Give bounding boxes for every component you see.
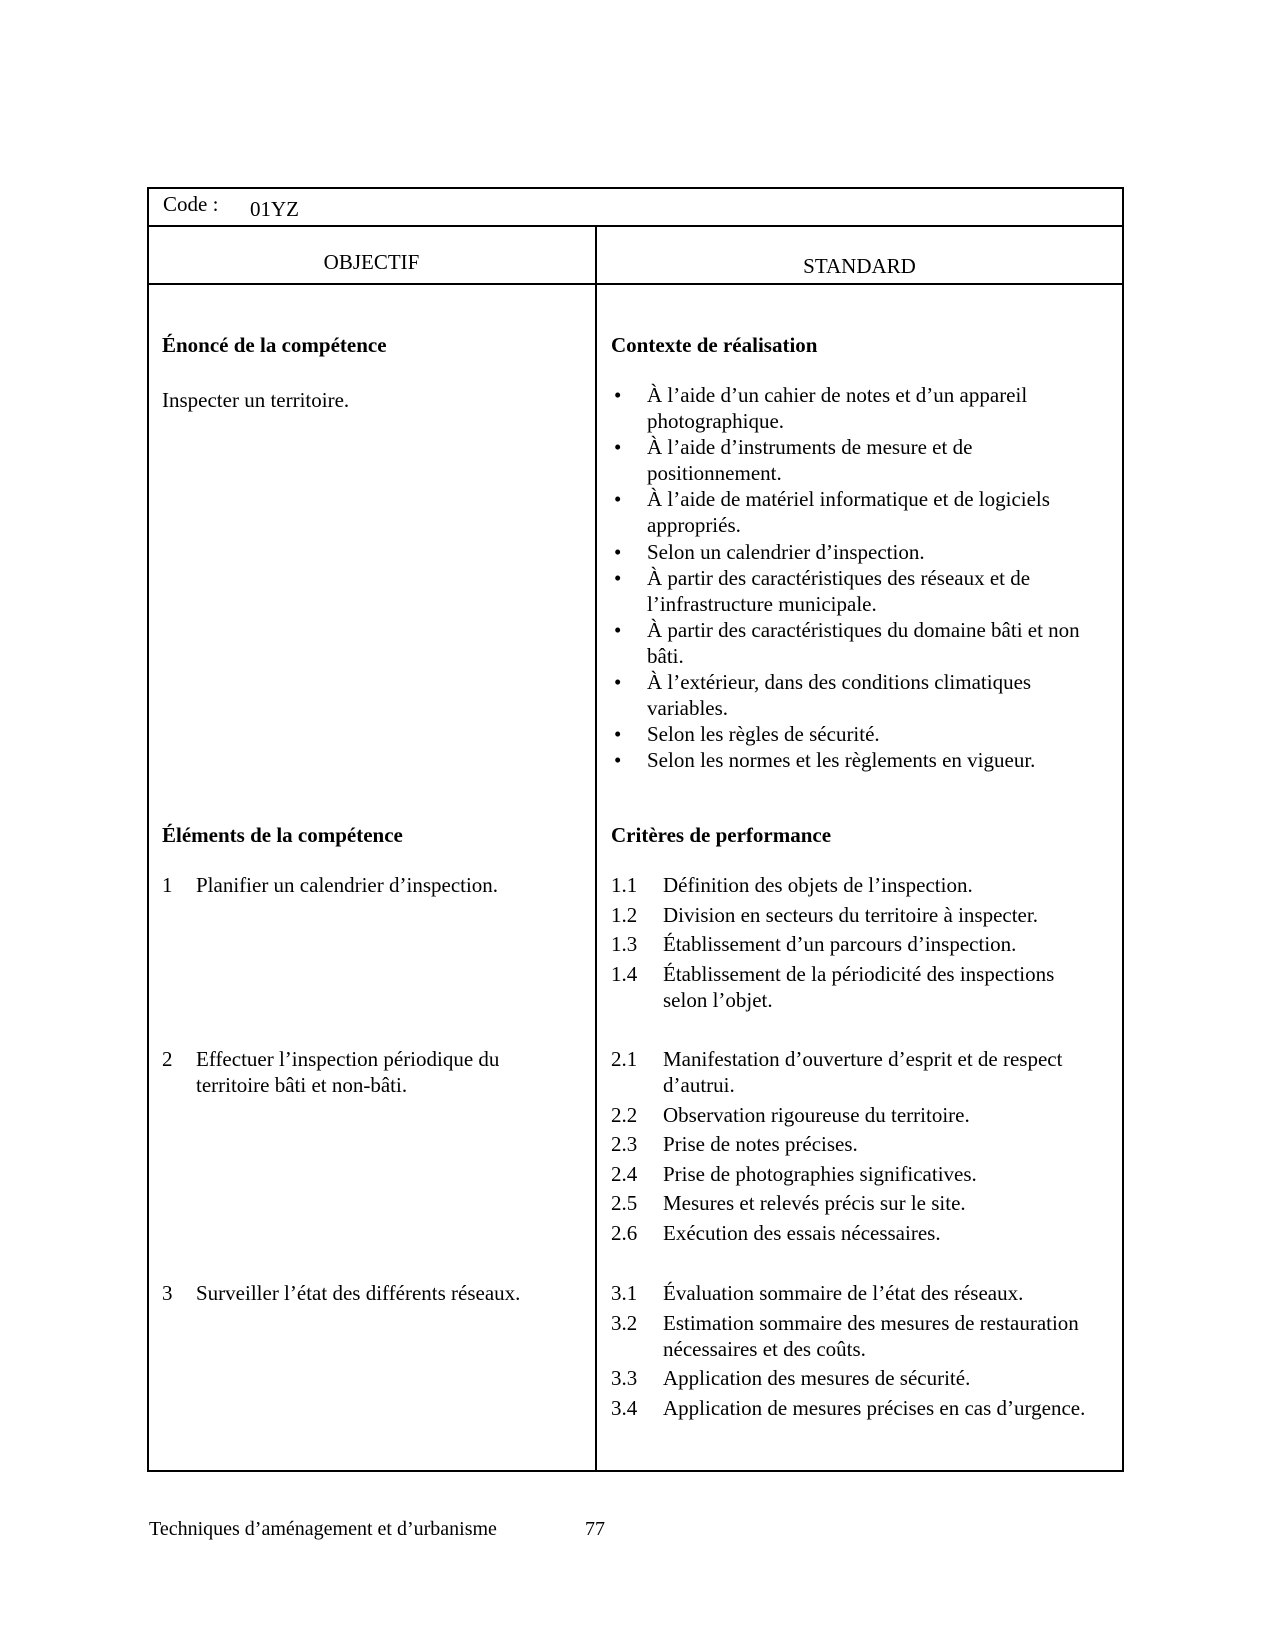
header-standard: STANDARD: [803, 254, 916, 278]
contexte-item-text: Selon les normes et les règlements en vigueur.: [647, 748, 1036, 773]
criterion-text: Estimation sommaire des mesures de restauration nécessaires et des coûts.: [663, 1310, 1079, 1361]
criterion-text: Manifestation d’ouverture d’esprit et de respect d’autrui.: [663, 1047, 1063, 1097]
table-border-top: [147, 187, 1124, 189]
header-row-divider: [147, 283, 1124, 285]
criterion-number: 1.2: [611, 902, 638, 927]
element-text: Surveiller l’état des différents réseaux.: [196, 1281, 521, 1305]
contexte-item-text: À partir des caractéristiques des réseaux et de l’infrastructure municipale.: [647, 565, 1031, 616]
criterion-number: 2.4: [611, 1161, 638, 1186]
code-label: Code :: [163, 192, 219, 216]
element-item: [162, 1046, 562, 1098]
criterion-item: [611, 1190, 1101, 1216]
criterion-number: 3.4: [611, 1395, 638, 1420]
criterion-item: [611, 961, 1101, 1013]
footer-title: Techniques d’aménagement et d’urbanisme: [149, 1518, 497, 1540]
bullet-icon: •: [614, 748, 622, 773]
contexte-item: [611, 721, 1101, 747]
criterion-item: [611, 902, 1101, 928]
element-text: Planifier un calendrier d’inspection.: [196, 873, 499, 897]
contexte-item: [611, 669, 1101, 721]
criterion-number: 2.1: [611, 1047, 638, 1071]
criterion-number: 3.2: [611, 1310, 638, 1335]
criterion-item: [611, 1102, 1101, 1128]
bullet-icon: •: [614, 539, 622, 564]
table-border-bottom: [147, 1470, 1124, 1472]
contexte-item-text: À partir des caractéristiques du domaine bâti et non bâti.: [647, 617, 1080, 668]
element-number: 2: [162, 1047, 173, 1071]
element-number: 1: [162, 873, 173, 897]
elements-heading: Éléments de la compétence: [162, 823, 403, 847]
code-value: 01YZ: [250, 197, 299, 221]
contexte-item-text: À l’aide d’instruments de mesure et de positionnement.: [647, 435, 973, 486]
criterion-text: Évaluation sommaire de l’état des réseaux.: [663, 1281, 1024, 1305]
criterion-item: [611, 1131, 1101, 1157]
criterion-number: 2.5: [611, 1191, 638, 1215]
criteres-heading: Critères de performance: [611, 823, 832, 847]
criterion-text: Établissement de la périodicité des inspections selon l’objet.: [663, 961, 1055, 1012]
criterion-text: Observation rigoureuse du territoire.: [663, 1102, 970, 1127]
bullet-icon: •: [614, 435, 622, 460]
criterion-text: Établissement d’un parcours d’inspection.: [663, 932, 1017, 956]
criterion-item: [611, 1161, 1101, 1187]
criterion-item: [611, 872, 1101, 898]
criteria-group-1: [611, 872, 1101, 1016]
criterion-text: Prise de photographies significatives.: [663, 1161, 977, 1186]
element-item: [162, 1280, 582, 1306]
criterion-item: [611, 1310, 1101, 1362]
criterion-text: Définition des objets de l’inspection.: [663, 873, 973, 897]
enonce-text: Inspecter un territoire.: [162, 388, 350, 412]
criterion-text: Prise de notes précises.: [663, 1132, 858, 1156]
criterion-number: 2.2: [611, 1102, 638, 1127]
contexte-item-text: À l’aide de matériel informatique et de logiciels appropriés.: [647, 487, 1050, 538]
criterion-number: 1.4: [611, 961, 638, 986]
contexte-item: [611, 539, 1101, 565]
table-border-right: [1122, 187, 1124, 1472]
criterion-text: Mesures et relevés précis sur le site.: [663, 1191, 966, 1215]
element-number: 3: [162, 1281, 173, 1305]
bullet-icon: •: [614, 722, 622, 747]
criteria-group-2: [611, 1046, 1101, 1249]
contexte-heading: Contexte de réalisation: [611, 333, 818, 357]
code-row-divider: [147, 225, 1124, 227]
criterion-text: Exécution des essais nécessaires.: [663, 1220, 941, 1245]
criterion-number: 1.1: [611, 873, 638, 897]
criterion-number: 2.3: [611, 1132, 638, 1156]
criterion-number: 2.6: [611, 1220, 638, 1245]
criterion-item: [611, 931, 1101, 957]
header-objectif: OBJECTIF: [323, 250, 420, 274]
criterion-number: 3.3: [611, 1366, 638, 1390]
criterion-text: Application des mesures de sécurité.: [663, 1366, 971, 1390]
contexte-item: [611, 617, 1101, 669]
bullet-icon: •: [614, 487, 622, 512]
contexte-item-text: Selon un calendrier d’inspection.: [647, 539, 925, 564]
contexte-item: [611, 486, 1101, 538]
page-number: 77: [585, 1518, 605, 1540]
criterion-text: Division en secteurs du territoire à inspecter.: [663, 902, 1038, 927]
table-border-left: [147, 187, 149, 1472]
criterion-text: Application de mesures précises en cas d’urgence.: [663, 1395, 1086, 1420]
bullet-icon: •: [614, 617, 622, 642]
contexte-item-text: À l’extérieur, dans des conditions climatiques variables.: [647, 670, 1032, 721]
element-text: Effectuer l’inspection périodique du territoire bâti et non-bâti.: [196, 1047, 500, 1097]
contexte-item: [611, 434, 1101, 486]
contexte-item-text: À l’aide d’un cahier de notes et d’un appareil photographique.: [647, 383, 1028, 434]
criterion-item: [611, 1220, 1101, 1246]
bullet-icon: •: [614, 565, 622, 590]
contexte-item-text: Selon les règles de sécurité.: [647, 722, 880, 747]
bullet-icon: •: [614, 383, 622, 407]
enonce-heading: Énoncé de la compétence: [162, 333, 387, 357]
criterion-item: [611, 1395, 1101, 1421]
criteria-group-3: [611, 1280, 1101, 1424]
element-item: [162, 872, 582, 898]
contexte-item: [611, 565, 1101, 617]
criterion-number: 1.3: [611, 932, 638, 956]
criterion-item: [611, 1280, 1101, 1306]
contexte-item: [611, 747, 1101, 773]
contexte-list: [611, 382, 1101, 773]
bullet-icon: •: [614, 670, 622, 695]
criterion-number: 3.1: [611, 1281, 638, 1305]
column-divider: [595, 225, 597, 1472]
criterion-item: [611, 1046, 1101, 1098]
contexte-item: [611, 382, 1101, 434]
criterion-item: [611, 1365, 1101, 1391]
